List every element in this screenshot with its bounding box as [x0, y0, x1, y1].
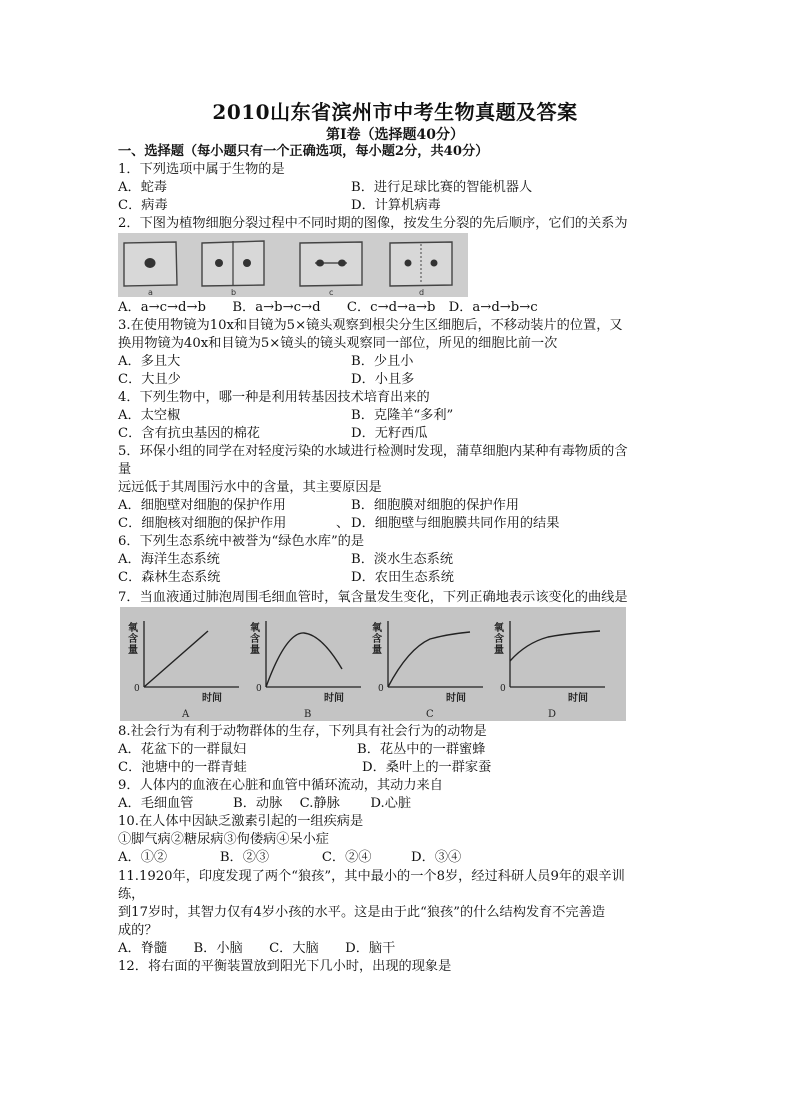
- q1-option-a: A．蛇毒: [118, 180, 168, 195]
- q2-stem: 2．下图为植物细胞分裂过程中不同时期的图像，按发生分裂的先后顺序，它们的关系为: [118, 216, 628, 231]
- fig-label-c: c: [329, 288, 334, 297]
- q5-option-c: C．细胞核对细胞的保护作用: [118, 516, 287, 531]
- origin-label: 0: [378, 684, 384, 694]
- y-label-char: 氧: [250, 623, 260, 634]
- q6-option-d: D．农田生态系统: [351, 570, 454, 585]
- cell-b: [202, 241, 264, 286]
- q6-option-b: B．淡水生态系统: [351, 552, 454, 567]
- y-label-char: 含: [128, 634, 138, 645]
- x-label: 时间: [324, 693, 344, 704]
- q5-stem-line1: 5．环保小组的同学在对轻度污染的水域进行检测时发现，蒲草细胞内某种有毒物质的含: [118, 444, 628, 459]
- q7-stem: 7．当血液通过肺泡周围毛细血管时，氧含量发生变化，下列正确地表示该变化的曲线是: [118, 590, 628, 605]
- cell-c: [300, 242, 362, 286]
- q5-stem-line2: 量: [118, 462, 132, 477]
- q5-stray-mark: 、: [336, 516, 350, 531]
- y-label-char: 含: [250, 634, 260, 645]
- y-label-char: 量: [128, 645, 138, 656]
- q5-option-b: B．细胞膜对细胞的保护作用: [351, 498, 519, 513]
- q8-option-c: C．池塘中的一群青蛙: [118, 760, 247, 775]
- q1-option-c: C．病毒: [118, 198, 168, 213]
- q9-stem: 9．人体内的血液在心脏和血管中循环流动，其动力来自: [118, 778, 443, 793]
- panel-label: D: [548, 709, 557, 720]
- y-label-char: 量: [494, 645, 504, 656]
- q11-options: A．脊髓 B．小脑 C．大脑 D．脑干: [118, 941, 396, 956]
- q4-option-d: D．无籽西瓜: [351, 426, 428, 441]
- q6-option-c: C．森林生态系统: [118, 570, 221, 585]
- q4-stem: 4．下列生物中，哪一种是利用转基因技术培育出来的: [118, 390, 430, 405]
- x-label: 时间: [568, 693, 588, 704]
- q8-option-d: D．桑叶上的一群家蚕: [362, 760, 492, 775]
- q5-option-d: D．细胞壁与细胞膜共同作用的结果: [351, 516, 560, 531]
- q4-option-c: C．含有抗虫基因的棉花: [118, 426, 260, 441]
- q5-stem-line3: 远远低于其周围污水中的含量，其主要原因是: [118, 480, 382, 495]
- cell-d: [390, 242, 452, 286]
- cell-a: [124, 242, 177, 286]
- fig-label-b: b: [231, 288, 237, 297]
- y-label-char: 氧: [128, 623, 138, 634]
- x-label: 时间: [202, 693, 222, 704]
- y-label-char: 含: [494, 634, 504, 645]
- q7-oxygen-curves-figure: [120, 607, 626, 721]
- q1-stem: 1．下列选项中属于生物的是: [118, 162, 285, 177]
- q6-option-a: A．海洋生态系统: [118, 552, 220, 567]
- panel-label: C: [426, 709, 434, 720]
- q8-option-a: A．花盆下的一群鼠妇: [118, 742, 247, 757]
- page-title: 2010山东省滨州市中考生物真题及答案: [212, 100, 578, 124]
- q11-stem-line1: 11.1920年，印度发现了两个“狼孩”，其中最小的一个8岁，经过科研人员9年的艰辛训: [118, 869, 625, 884]
- q5-option-a: A．细胞壁对细胞的保护作用: [118, 498, 286, 513]
- q11-stem-line2: 练，: [118, 887, 145, 902]
- panel-label: B: [304, 709, 312, 720]
- q2-options: A．a→c→d→b B．a→b→c→d C．c→d→a→b D．a→d→b→c: [118, 300, 538, 315]
- q2-cell-division-figure: [118, 233, 468, 297]
- section-heading: 一、选择题（每小题只有一个正确选项，每小题2分，共40分）: [118, 144, 489, 159]
- q8-stem: 8.社会行为有利于动物群体的生存，下列具有社会行为的动物是: [118, 724, 487, 739]
- q6-stem: 6．下列生态系统中被誉为“绿色水库”的是: [118, 534, 365, 549]
- q11-stem-line3: 到17岁时，其智力仅有4岁小孩的水平。这是由于此“狼孩”的什么结构发育不完善造: [118, 905, 606, 920]
- y-label-char: 含: [372, 634, 382, 645]
- q9-options: A．毛细血管 B．动脉 C.静脉 D.心脏: [118, 796, 412, 811]
- q4-option-a: A．太空椒: [118, 408, 181, 423]
- fig-label-d: d: [419, 288, 425, 297]
- q3-stem-line1: 3.在使用物镜为10x和目镜为5×镜头观察到根尖分生区细胞后，不移动装片的位置，又: [118, 318, 623, 333]
- q11-stem-line4: 成的？: [118, 923, 158, 938]
- y-label-char: 量: [372, 645, 382, 656]
- q3-option-c: C．大且少: [118, 372, 181, 387]
- q10-items: ①脚气病②糖尿病③佝偻病④呆小症: [118, 832, 329, 847]
- q3-option-b: B．少且小: [351, 354, 414, 369]
- origin-label: 0: [134, 684, 140, 694]
- y-label-char: 量: [250, 645, 260, 656]
- q10-stem: 10.在人体中因缺乏激素引起的一组疾病是: [118, 814, 364, 829]
- y-label-char: 氧: [494, 623, 504, 634]
- fig-label-a: a: [148, 288, 153, 297]
- origin-label: 0: [500, 684, 506, 694]
- q1-option-b: B．进行足球比赛的智能机器人: [351, 180, 533, 195]
- q8-option-b: B．花丛中的一群蜜蜂: [357, 742, 486, 757]
- origin-label: 0: [256, 684, 262, 694]
- y-label-char: 氧: [372, 623, 382, 634]
- panel-label: A: [182, 709, 190, 720]
- page-subtitle: 第Ⅰ卷（选择题40分）: [325, 127, 465, 143]
- x-label: 时间: [446, 693, 466, 704]
- q3-option-a: A．多且大: [118, 354, 181, 369]
- q3-option-d: D．小且多: [351, 372, 415, 387]
- q1-option-d: D．计算机病毒: [351, 198, 441, 213]
- q3-stem-line2: 换用物镜为40x和目镜为5×镜头的镜头观察同一部位，所见的细胞比前一次: [118, 336, 558, 351]
- q10-options: A．①② B．②③ C．②④ D．③④: [118, 850, 462, 865]
- q4-option-b: B．克隆羊“多利”: [351, 408, 454, 423]
- q12-stem: 12．将右面的平衡装置放到阳光下几小时，出现的现象是: [118, 959, 452, 974]
